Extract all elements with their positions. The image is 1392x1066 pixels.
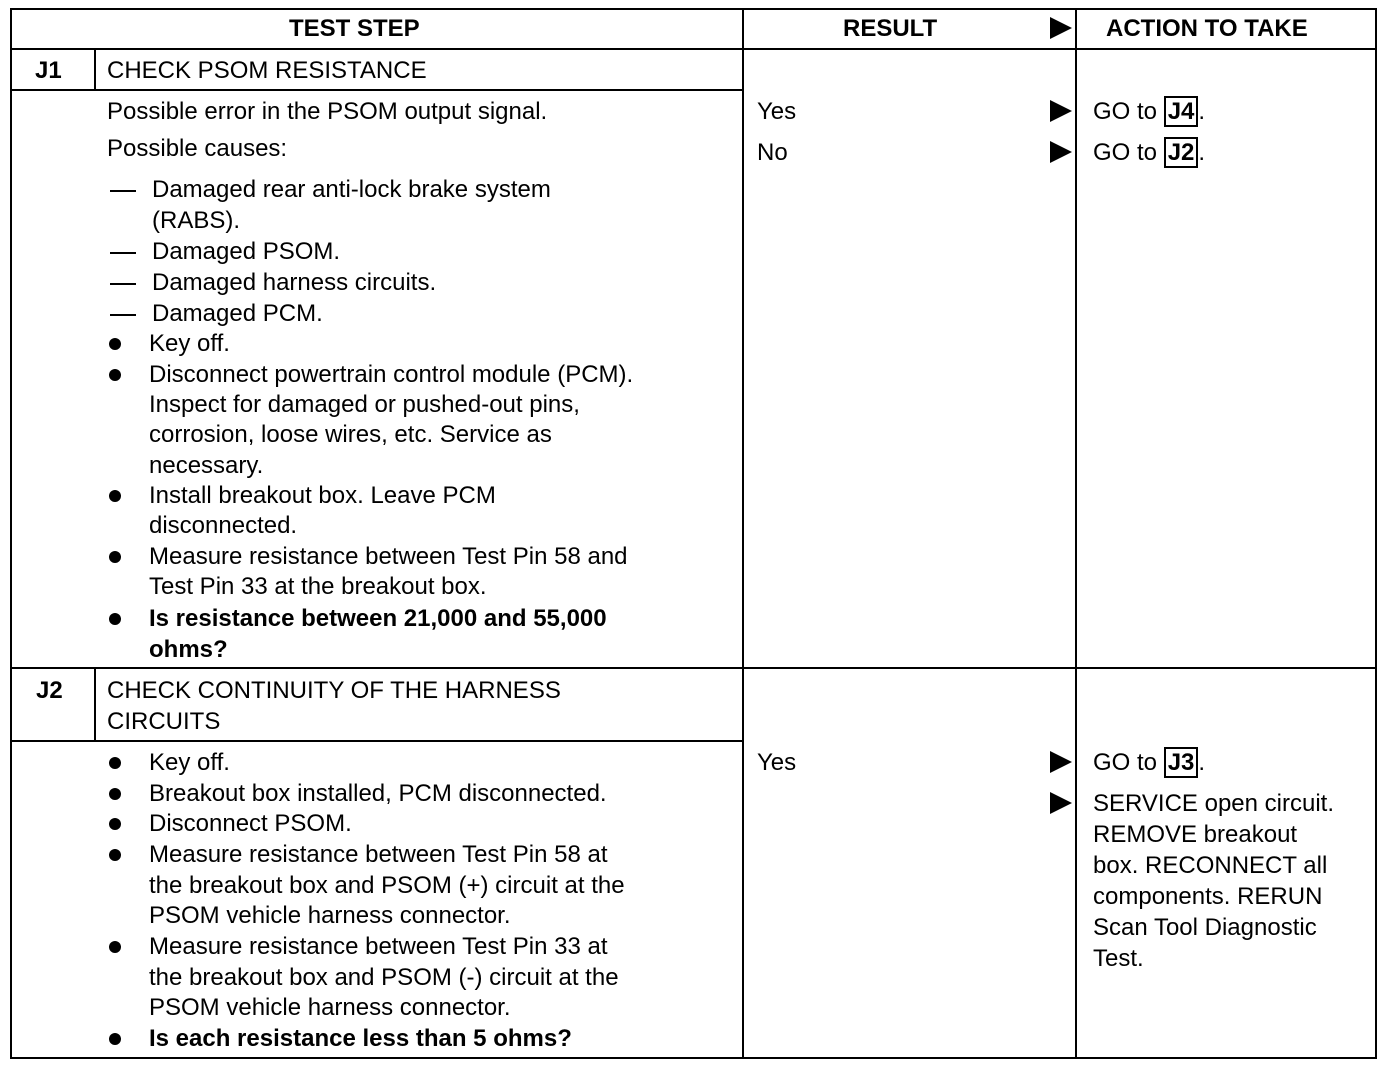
j1-step-3-line-2: disconnected.: [149, 512, 298, 539]
dash-icon: [110, 190, 136, 192]
j1-result-yes: Yes: [757, 98, 797, 125]
j1-cause-2: Damaged PSOM.: [152, 238, 341, 265]
j2-service-line-3: box. RECONNECT all: [1093, 852, 1328, 879]
bullet-icon: [109, 551, 121, 563]
j2-question-line-1: Is each resistance less than 5 ohms?: [149, 1025, 572, 1052]
arrow-right-icon: [1050, 792, 1072, 814]
j1-cause-1-cont: (RABS).: [152, 207, 241, 234]
dash-icon: [110, 314, 136, 316]
j2-service-line-5: Scan Tool Diagnostic: [1093, 914, 1317, 941]
action-prefix: GO to: [1093, 98, 1158, 125]
j1-step-2-line-2: Inspect for damaged or pushed-out pins,: [149, 391, 580, 418]
j2-step-1-line-1: Key off.: [149, 749, 230, 776]
dash-icon: [110, 252, 136, 254]
j2-step-2-line-1: Breakout box installed, PCM disconnected.: [149, 780, 607, 807]
j2-action-yes[interactable]: [1093, 748, 1205, 778]
bullet-icon: [109, 757, 121, 769]
j1-question-line-1: Is resistance between 21,000 and 55,000: [149, 605, 607, 632]
header-arrow-icon: [1050, 17, 1072, 39]
action-suffix: .: [1198, 139, 1206, 166]
bullet-icon: [109, 369, 121, 381]
j1-intro-line-2: Possible causes:: [107, 135, 288, 162]
j2-step-5-line-3: PSOM vehicle harness connector.: [149, 994, 511, 1021]
column-divider-result: [742, 8, 744, 1059]
action-suffix: .: [1198, 98, 1206, 125]
step-ref-j3[interactable]: J3: [1164, 747, 1199, 778]
j1-step-2-line-3: corrosion, loose wires, etc. Service as: [149, 421, 552, 448]
j1-cause-4: Damaged PCM.: [152, 300, 323, 327]
j2-service-line-1: SERVICE open circuit.: [1093, 790, 1334, 817]
bullet-icon: [109, 788, 121, 800]
j1-intro-line-1: Possible error in the PSOM output signal.: [107, 98, 548, 125]
action-prefix: GO to: [1093, 749, 1158, 776]
table-border-top: [10, 8, 1377, 10]
j1-step-3-line-1: Install breakout box. Leave PCM: [149, 482, 496, 509]
column-divider-action: [1075, 8, 1077, 1059]
header-test-step: TEST STEP: [289, 15, 420, 42]
table-border-bottom: [10, 1057, 1377, 1059]
bullet-icon: [109, 490, 121, 502]
j1-step-id: J1: [35, 57, 62, 84]
j2-service-line-6: Test.: [1093, 945, 1144, 972]
j1-action-no[interactable]: [1093, 138, 1205, 168]
bullet-icon: [109, 818, 121, 830]
j2-step-4-line-1: Measure resistance between Test Pin 58 at: [149, 841, 608, 868]
j1-step-4-line-1: Measure resistance between Test Pin 58 and: [149, 543, 628, 570]
bullet-icon: [109, 613, 121, 625]
dash-icon: [110, 283, 136, 285]
j2-step-title-line-2: CIRCUITS: [107, 708, 221, 735]
j1-cause-3: Damaged harness circuits.: [152, 269, 437, 296]
j2-service-line-4: components. RERUN: [1093, 883, 1323, 910]
j1-id-divider: [94, 48, 96, 90]
j1-step-title: CHECK PSOM RESISTANCE: [107, 57, 427, 84]
header-action: ACTION TO TAKE: [1106, 15, 1308, 42]
table-border-right: [1375, 8, 1377, 1059]
arrow-right-icon: [1050, 100, 1072, 122]
j1-step-4-line-2: Test Pin 33 at the breakout box.: [149, 573, 487, 600]
j1-step-1-line-1: Key off.: [149, 330, 230, 357]
j1-step-2-line-4: necessary.: [149, 452, 264, 479]
j2-result-yes: Yes: [757, 749, 797, 776]
j2-id-divider: [94, 667, 96, 741]
j2-step-4-line-2: the breakout box and PSOM (+) circuit at the: [149, 872, 625, 899]
j1-cause-1: Damaged rear anti-lock brake system: [152, 176, 551, 203]
bullet-icon: [109, 338, 121, 350]
bullet-icon: [109, 849, 121, 861]
header-bottom-rule: [10, 48, 1377, 50]
j2-title-rule: [10, 740, 744, 742]
j2-step-5-line-2: the breakout box and PSOM (-) circuit at the: [149, 964, 619, 991]
header-result: RESULT: [843, 15, 938, 42]
j1-step-2-line-1: Disconnect powertrain control module (PCM).: [149, 361, 634, 388]
j2-step-3-line-1: Disconnect PSOM.: [149, 810, 352, 837]
action-suffix: .: [1198, 749, 1206, 776]
j2-step-4-line-3: PSOM vehicle harness connector.: [149, 902, 511, 929]
j2-step-5-line-1: Measure resistance between Test Pin 33 at: [149, 933, 608, 960]
bullet-icon: [109, 941, 121, 953]
arrow-right-icon: [1050, 141, 1072, 163]
step-ref-j2[interactable]: J2: [1164, 137, 1199, 168]
row-divider-j2: [10, 667, 1377, 669]
bullet-icon: [109, 1033, 121, 1045]
table-border-left: [10, 8, 12, 1059]
j1-question-line-2: ohms?: [149, 636, 228, 663]
arrow-right-icon: [1050, 751, 1072, 773]
j2-step-title-line-1: CHECK CONTINUITY OF THE HARNESS: [107, 677, 561, 704]
step-ref-j4[interactable]: J4: [1164, 96, 1199, 127]
j1-title-rule: [10, 89, 744, 91]
j1-action-yes[interactable]: [1093, 97, 1205, 127]
j2-step-id: J2: [36, 677, 63, 704]
j1-result-no: No: [757, 139, 788, 166]
j2-service-line-2: REMOVE breakout: [1093, 821, 1298, 848]
action-prefix: GO to: [1093, 139, 1158, 166]
